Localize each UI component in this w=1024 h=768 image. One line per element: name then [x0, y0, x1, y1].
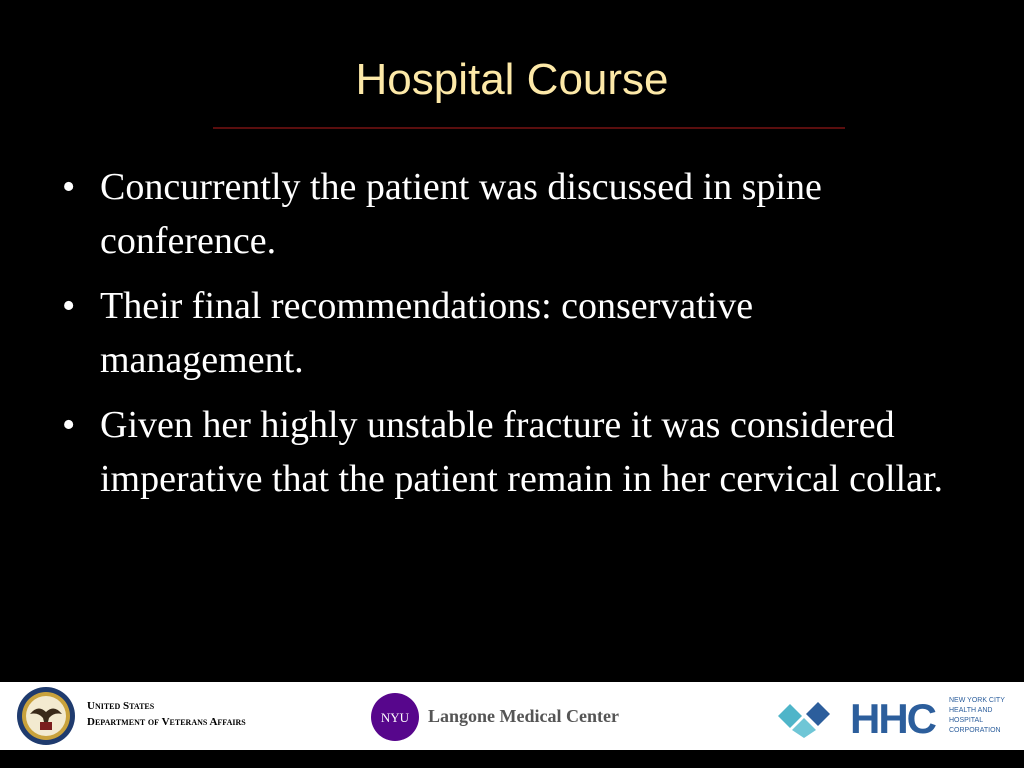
- hhc-letters: HHC: [850, 698, 935, 736]
- bullet-glyph: •: [62, 285, 76, 327]
- hhc-caption-line: HEALTH AND: [949, 707, 993, 714]
- footer-bottom-bar: [0, 750, 1024, 768]
- nyu-badge-text: NYU: [380, 710, 410, 725]
- va-line-1: United States: [87, 700, 155, 712]
- bullet-text: Concurrently the patient was discussed in spine conference.: [100, 166, 822, 262]
- bullet-item: [56, 398, 966, 506]
- bullet-text: Given her highly unstable fracture it was considered imperative that the patient remain in her cervical collar.: [100, 404, 944, 500]
- hhc-caption-line: NEW YORK CITY: [949, 697, 1005, 704]
- bullet-item: [56, 160, 966, 268]
- bullet-text: Their final recommendations: conservative management.: [100, 285, 754, 381]
- va-seal-icon: [16, 686, 76, 746]
- hhc-caption-line: HOSPITAL: [949, 717, 984, 724]
- hhc-logo-icon: [850, 698, 946, 736]
- va-line-2: Department of Veterans Affairs: [87, 716, 246, 728]
- bullet-glyph: •: [62, 404, 76, 446]
- hhc-caption-line: CORPORATION: [949, 727, 1001, 734]
- title-divider: [213, 127, 845, 129]
- nyu-badge-icon: [370, 692, 420, 742]
- bullet-glyph: •: [62, 166, 76, 208]
- nyu-name: Langone Medical Center: [428, 706, 619, 726]
- slide-title: Hospital Course: [355, 55, 669, 104]
- va-name: [87, 698, 246, 730]
- bullet-list: [56, 160, 966, 517]
- logo-footer: [0, 682, 1024, 750]
- hearts-icon: [774, 694, 834, 740]
- hhc-caption: [949, 696, 1019, 736]
- bullet-item: [56, 279, 966, 387]
